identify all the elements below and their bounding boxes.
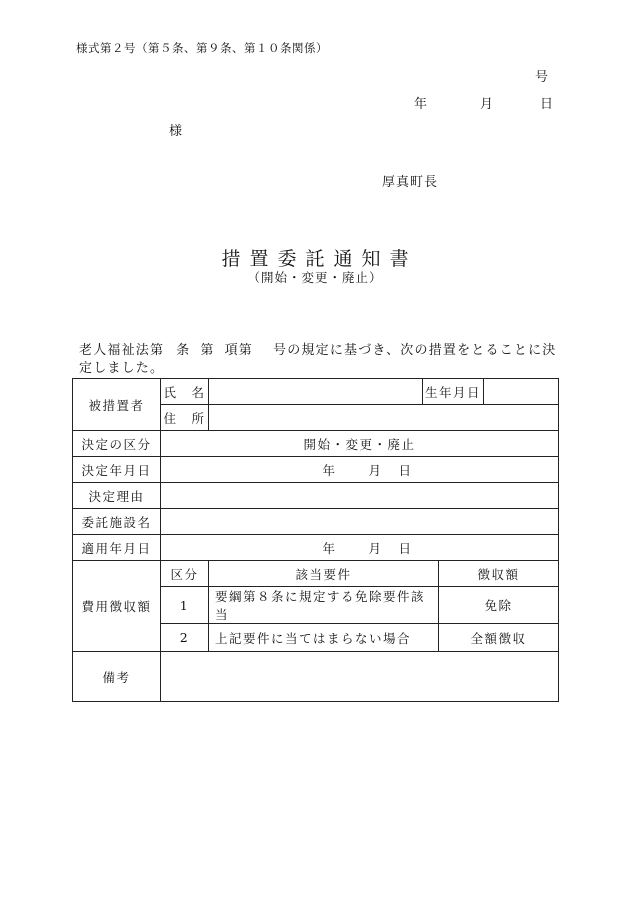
address-field[interactable]	[209, 405, 559, 431]
notice-body	[79, 342, 559, 378]
decision-type-label: 決定の区分	[73, 431, 161, 457]
table-row	[73, 535, 559, 561]
address-label: 住 所	[161, 405, 209, 431]
subject-label: 被措置者	[73, 379, 161, 431]
issue-date-month: 月	[480, 97, 494, 112]
name-label: 氏 名	[161, 379, 209, 405]
issue-date	[414, 93, 553, 112]
document-subtitle: （開始・変更・廃止）	[247, 270, 383, 285]
effective-date-label: 適用年月日	[73, 535, 161, 561]
remarks-field[interactable]	[161, 652, 559, 702]
issue-date-day: 日	[540, 97, 554, 112]
fee-row-2-condition: 上記要件に当てはまらない場合	[209, 624, 439, 652]
fee-header-category: 区分	[161, 561, 209, 587]
effective-date-day: 日	[398, 540, 413, 556]
body-article: 条	[176, 343, 191, 358]
fee-row-1-condition: 要綱第８条に規定する免除要件該当	[209, 587, 439, 624]
body-paragraph-prefix: 第	[200, 343, 215, 358]
decision-reason-field[interactable]	[161, 483, 559, 509]
body-paragraph: 項第	[224, 343, 254, 358]
fee-row-2-number: 2	[161, 624, 209, 652]
facility-field[interactable]	[161, 509, 559, 535]
decision-type-value[interactable]: 開始・変更・廃止	[161, 431, 559, 457]
dob-field[interactable]	[484, 379, 559, 405]
table-row	[73, 379, 559, 405]
document-number-suffix: 号	[534, 70, 548, 85]
dob-label: 生年月日	[423, 379, 484, 405]
body-law: 老人福祉法第	[79, 343, 165, 358]
name-field[interactable]	[209, 379, 423, 405]
table-row	[73, 652, 559, 702]
decision-date-label: 決定年月日	[73, 457, 161, 483]
effective-date-month: 月	[368, 540, 383, 556]
remarks-label: 備考	[73, 652, 161, 702]
effective-date-field[interactable]	[161, 535, 559, 561]
form-number: 様式第２号（第５条、第９条、第１０条関係）	[76, 41, 328, 55]
fee-row-2-amount: 全額徴収	[439, 624, 559, 652]
fee-label: 費用徴収額	[73, 561, 161, 652]
decision-date-month: 月	[368, 462, 383, 478]
table-row	[73, 509, 559, 535]
document-title: 措置委託通知書	[221, 248, 418, 270]
fee-header-amount: 徴収額	[439, 561, 559, 587]
table-row	[73, 431, 559, 457]
decision-date-field[interactable]	[161, 457, 559, 483]
issuer: 厚真町長	[382, 175, 439, 190]
body-rest: 号の規定に基づき、次の措置をとることに決定しました。	[79, 343, 557, 376]
issue-date-year: 年	[414, 97, 428, 112]
decision-date-day: 日	[398, 462, 413, 478]
table-row	[73, 457, 559, 483]
fee-header-condition: 該当要件	[209, 561, 439, 587]
facility-label: 委託施設名	[73, 509, 161, 535]
addressee-suffix: 様	[169, 124, 183, 139]
effective-date-year: 年	[322, 540, 337, 556]
table-row	[73, 483, 559, 509]
notice-table	[72, 378, 559, 702]
fee-row-1-amount: 免除	[439, 587, 559, 624]
decision-reason-label: 決定理由	[73, 483, 161, 509]
decision-date-year: 年	[322, 462, 337, 478]
fee-row-1-number: 1	[161, 587, 209, 624]
table-row	[73, 561, 559, 587]
